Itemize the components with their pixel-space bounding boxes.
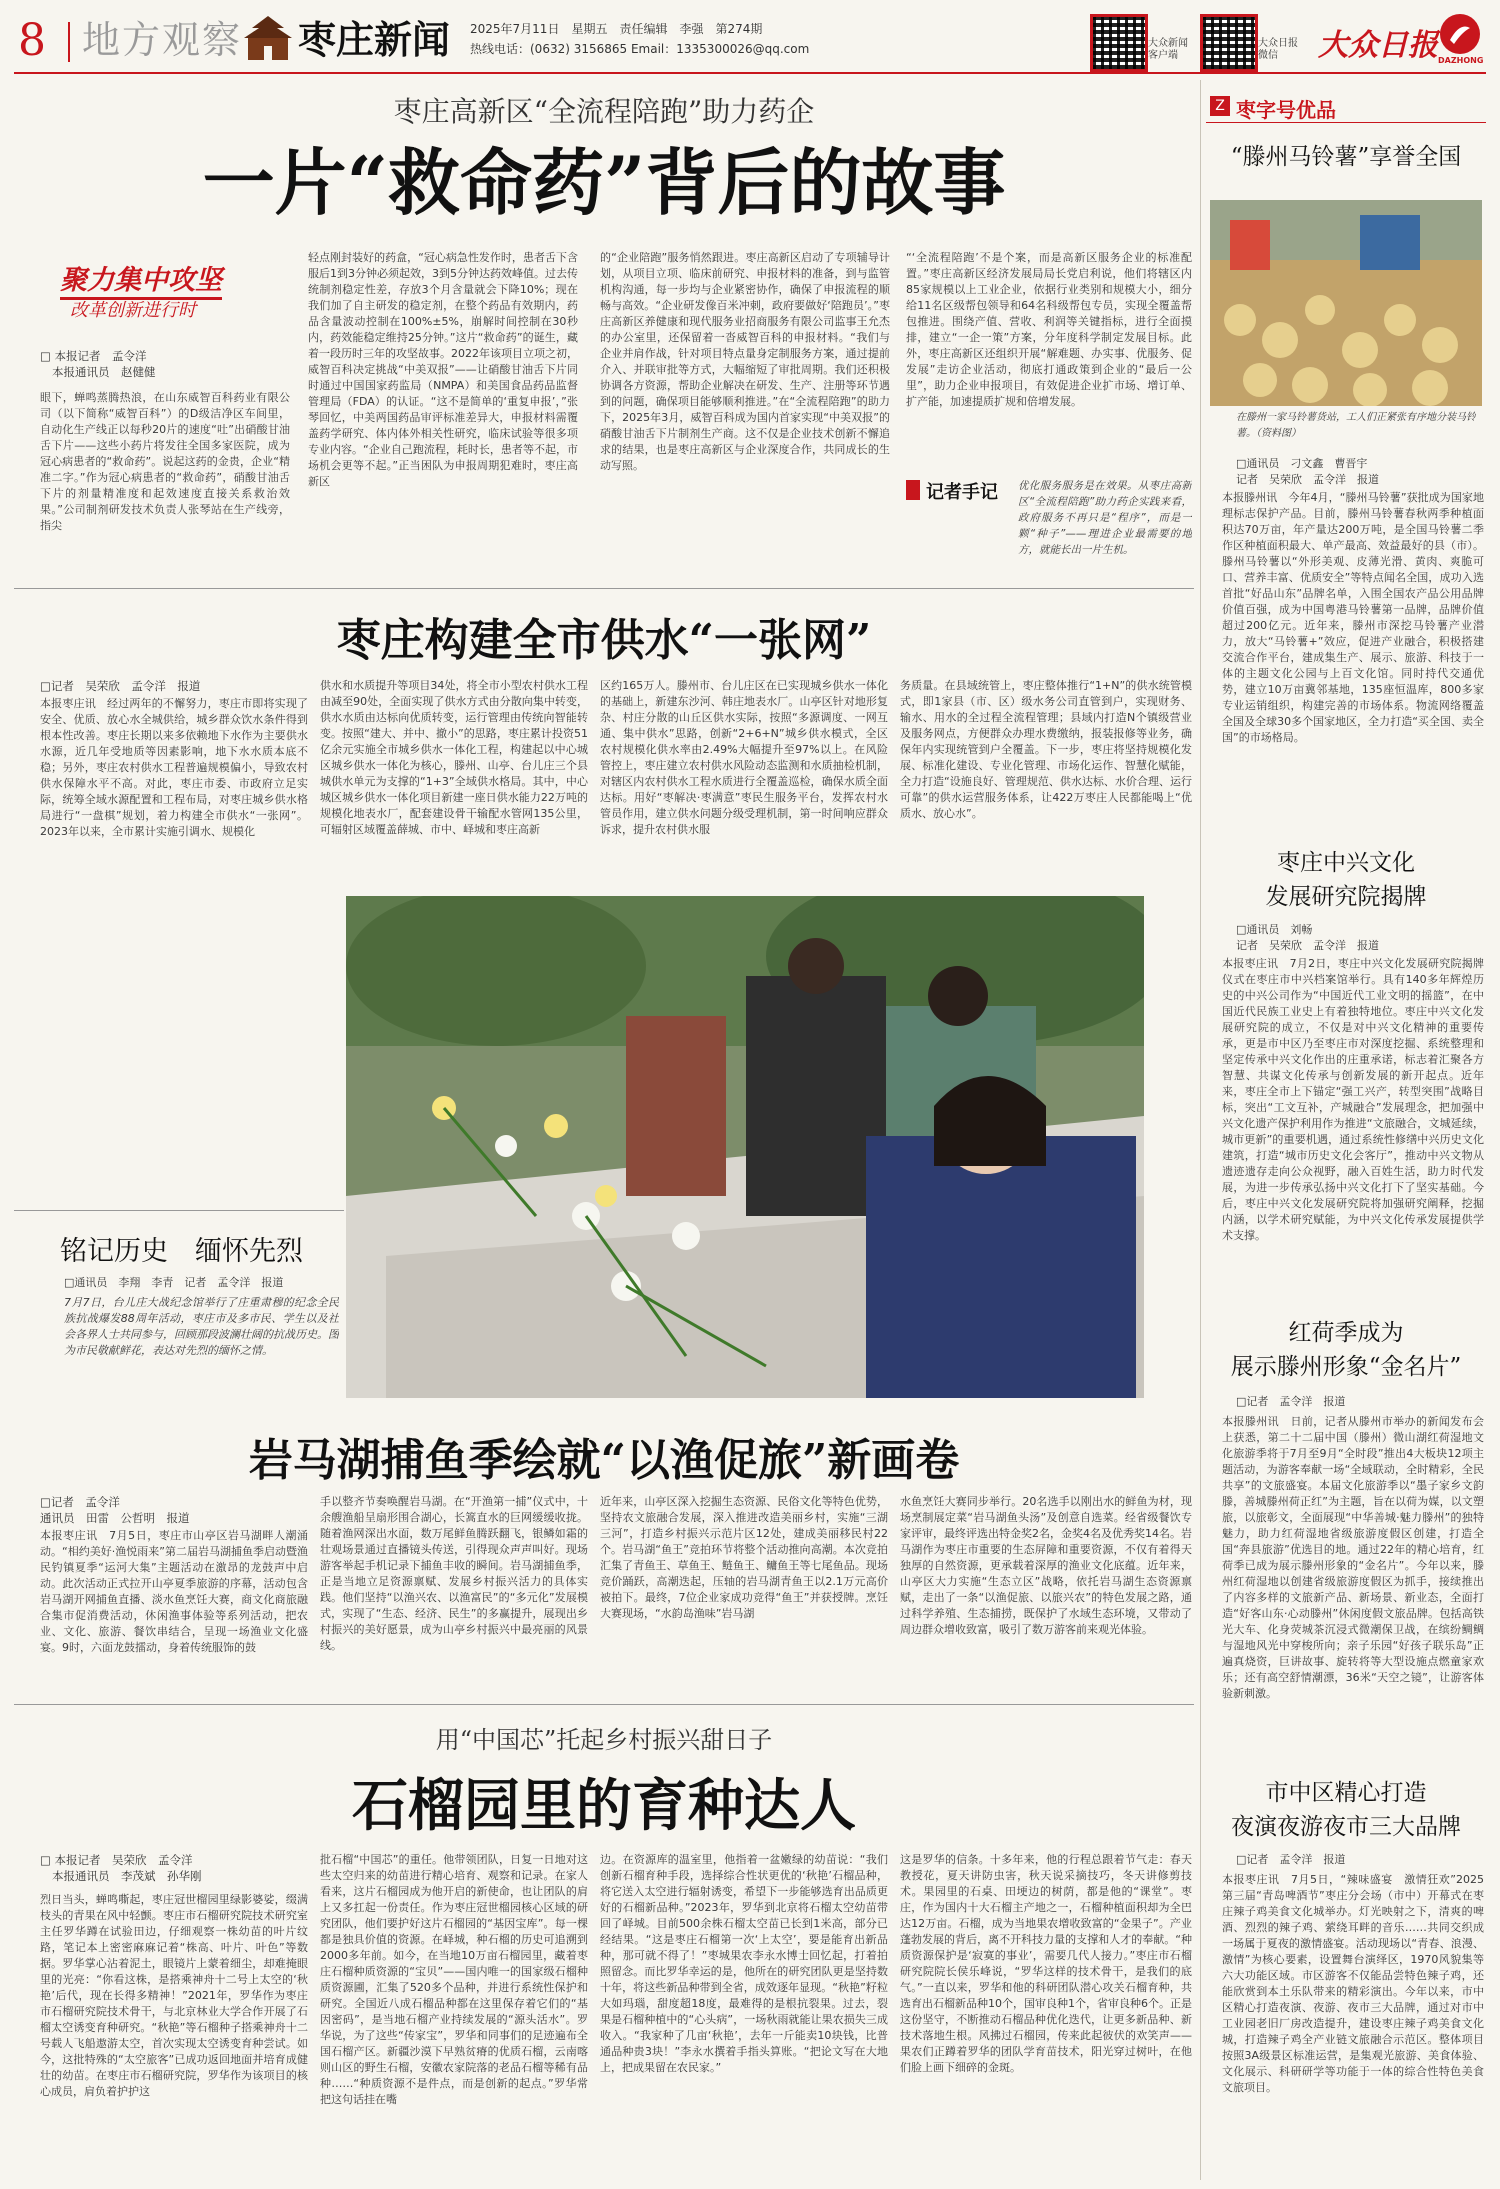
byline-line: □ 本报记者 孟令洋 xyxy=(40,349,147,363)
story2-col2: 供水和水质提升等项目34处，将全市小型农村供水工程由减至90处，全面实现了供水方式由分散向集中转变，供水水质由达标向优质转变，运行管理由传统向智能转变。按照“建大、并中、撤小”的思路，枣庄累计投资51亿余元实施全市城乡供水一体化工程，构建起以中心城区城乡供水一体化为核心，滕州、山亭、台儿庄三个县城供水单元为支撑的“1+3”全域供水格局。其中，中心城区城乡供水一体化项目新建一座日供水能力22万吨的规模化地表水厂，配套建设骨干输配水管网135公里，可辐射区域覆盖薛城、市中、峄城和枣庄高新 xyxy=(320,679,588,836)
sidebar-a2-byline xyxy=(1236,922,1486,954)
sidebar-a4-headline xyxy=(1206,1776,1486,1844)
sidebar-rule xyxy=(1206,122,1486,123)
brand-tag: 枣字号优品 xyxy=(1236,98,1336,122)
column-tag-sub: 改革创新进行时 xyxy=(70,300,196,321)
byline-line: 通讯员 田雷 公哲明 报道 xyxy=(40,1511,190,1525)
story4-col2: 手以整齐节奏唤醒岩马湖。在“开渔第一捕”仪式中，十余艘渔船呈扇形围合湖心，长篙直水的巨网缓缓收拢。随着渔网深出水面，数万尾鲜鱼腾跃翻飞，银鳞如霜的壮观场景通过直播镜头传送，引得现众声声叫好。现场游客举起手机记录下捕鱼丰收的瞬间。岩马湖捕鱼季，正是当地立足资源禀赋、发展乡村振兴活力的具体实践。他们坚持“以渔兴农、以渔富民”的“多元化”发展模式，实现了“生态、经济、民生”的多赢提升，展现出乡村振兴的美好愿景，成为山亭乡村振兴中最亮丽的风景线。 xyxy=(320,1495,588,1652)
story5-col1: 烈日当头，蝉鸣嘶起，枣庄冠世榴园里绿影婆娑，缀满枝头的青果在风中轻颤。枣庄市石榴研究院技术研究室主任罗华蹲在试验田边，仔细观察一株幼苗的叶片纹路，笔记本上密密麻麻记着“株高、叶片、叶色”等数据。罗华掌心沾着泥土，眼镜片上蒙着细尘，却难掩眼里的光亮：“你看这株，是搭乘神舟十二号上太空的‘秋艳’后代，现在长得多精神！”2021年，罗华作为枣庄市石榴研究院技术骨干，与北京林业大学合作开展了石榴太空诱变育种研究。“秋艳”等石榴种子搭乘神舟十二号载人飞船遨游太空，首次实现太空诱变育种尝试。如今，这批特殊的“太空旅客”已成功返回地面并培育成健壮的幼苗。在枣庄市石榴研究院，罗华作为该项目的核心成员，肩负着护护这 xyxy=(40,1893,308,2098)
story4-col4: 水鱼烹饪大赛同步举行。20名选手以刚出水的鲜鱼为材，现场烹制展定菜“岩马湖鱼头汤”及创意自选菜。经省级餐饮专家评审，最终评选出特金奖2名，金奖4名及优秀奖14名。岩马湖作为枣庄市重要的生态屏障和重要资源，不仅有着得天独厚的自然资源，更承载着深厚的渔业文化底蕴。近年来，山亭区大力实施“生态立区”战略，依托岩马湖生态资源禀赋，走出了一条“以渔促旅、以旅兴农”的特色发展之路，通过科学养殖、生态捕捞，既保护了水域生态环境，又带动了周边群众增收致富，吸引了数万游客前来观光体验。 xyxy=(900,1495,1192,1636)
note-text: 优化服务服务是在效果。从枣庄高新区“全流程陪跑”助力药企实践来看，政府服务不再只是“程序”，而是一颗“种子”——理进企业最需要的地方，就能长出一片生机。 xyxy=(1018,480,1192,556)
page-number: 8 xyxy=(18,15,46,66)
story2-col3: 区约165万人。滕州市、台儿庄区在已实现城乡供水一体化的基础上，新建东沙河、韩庄地表水厂。山亭区针对地形复杂、村庄分散的山丘区供水实际，按照“多源调度、一网互通、集中供水”思路，创新“2+6+N”城乡供水模式，全区农村规模化供水率由2.49%大幅提升至97%以上。在风险管控上，枣庄建立农村供水风险动态监测和水质抽检机制，对辖区内农村供水工程水质进行全覆盖巡检，确保水质全面达标。用好“枣解决·枣满意”枣民生服务平台，发挥农村水管员作用，建立供水问题分级受理机制，第一时间响应群众诉求，提升农村供水服 xyxy=(600,679,888,836)
story4-col1: 本报枣庄讯 7月5日，枣庄市山亭区岩马湖畔人潮涌动。“相约美好·渔悦雨来”第二届岩马湖捕鱼季启动暨渔民钓镇夏季“运河大集”主题活动在激昂的龙鼓声中启动。此次活动正式拉开山亭夏季旅游的序幕，活动包含岩马湖开网捕鱼直播、淡水鱼烹饪大赛，商文化商旅融合集市促消费活动，休闲渔事体验等系列活动，把农业、文化、旅游、餐饮串结合，呈现一场渔业文化盛宴。9时，六面龙鼓擂动，身着传统服饰的鼓 xyxy=(40,1529,308,1654)
qr-code-app[interactable] xyxy=(1090,14,1148,72)
story1-col3: 的“企业陪跑”服务悄然跟进。枣庄高新区启动了专项辅导计划，从项目立项、临床前研究、申报材料的准备，到与监管机构沟通，每一步均与企业紧密协作，确保了申报流程的顺畅与高效。“企业研发像百米冲刺，政府要做好‘陪跑员’。”枣庄高新区养健康和现代服务业招商服务有限公司监事王允杰的办公室里，还保留着一沓威智百科的申报材料。“我们与企业并肩作战，针对项目特点量身定制服务方案，通过提前介入、并联审批等方式，大幅缩短了审批周期。我们还积极协调各方资源，帮助企业解决在研发、生产、注册等环节遇到的问题，确保项目能够顺利推进。”在“全流程陪跑”的助力下，2025年3月，威智百科成为国内首家实现“中美双报”的硝酸甘油舌下片制剂生产商。这不仅是企业技术创新不懈追求的结果，也是枣庄高新区与企业深度合作，共同成长的生动写照。 xyxy=(600,251,890,472)
story2-headline: 枣庄构建全市供水“一张网” xyxy=(336,615,872,666)
story1-kicker: 枣庄高新区“全流程陪跑”助力药企 xyxy=(393,95,815,128)
headline-line: 红荷季成为 xyxy=(1288,1320,1404,1346)
headline-line: 市中区精心打造 xyxy=(1265,1780,1427,1806)
sidebar-a3-byline: □记者 孟令洋 报道 xyxy=(1236,1395,1346,1408)
brand-tag-icon: Z xyxy=(1210,96,1230,116)
sidebar-a2-headline xyxy=(1206,846,1486,914)
qr-code-wechat[interactable] xyxy=(1200,14,1258,72)
hotline: 热线电话：(0632) 3156865 Email：1335300026@qq.com xyxy=(470,42,810,56)
story1-col4: “‘全流程陪跑’不是个案，而是高新区服务企业的标准配置。”枣庄高新区经济发展局局长党启利说，他们将辖区内85家规模以上工业企业，依据行业类别和规模大小，细分给11名区级帮包领导和64名科级帮包专员，实现全覆盖帮包推进。围绕产值、营收、利润等关键指标，进行全面摸排，建立“一企一策”方案，分年度科学制定发展目标。此外，枣庄高新区还组织开展“解难题、办实事、优服务、促发展”走访企业活动，彻底打通政策到企业的“最后一公里”，助力企业申报项目，有效促进企业扩市场、增订单、扩产能，加速提质扩规和倍增发展。 xyxy=(906,251,1192,408)
headline-line: 发展研究院揭牌 xyxy=(1265,884,1427,910)
note-flag-icon xyxy=(906,480,920,500)
story5-kicker: 用“中国芯”托起乡村振兴甜日子 xyxy=(435,1726,773,1754)
story2-col1: 本报枣庄讯 经过两年的不懈努力，枣庄市即将实现了安全、优质、放心水全城供给，城乡群众饮水条件得到根本性改善。枣庄长期以来多依赖地下水作为主要供水水源，近几年受地质等因素影响，地下水水质本底不稳；另外，枣庄农村供水工程普遍规模偏小，导致农村供水保障水平不高。对此，枣庄市委、市政府立足实际，统筹全域水源配置和工程布局，对枣庄城乡供水格局进行“一盘棋”规划，着力构建全市供水“一张网”。2023年以来，全市累计实施引调水、规模化 xyxy=(40,697,308,838)
byline-line: 记者 吴荣欣 孟令洋 报道 xyxy=(1236,473,1379,486)
byline-line: 本报通讯员 李茂斌 孙华刚 xyxy=(52,1869,202,1883)
potato-caption: 在滕州一家马铃薯货站，工人们正紧张有序地分装马铃薯。（资料图） xyxy=(1236,412,1476,439)
story2-byline: □记者 吴荣欣 孟令洋 报道 xyxy=(40,679,201,693)
story5-headline: 石榴园里的育种达人 xyxy=(352,1773,856,1839)
story5-col4: 这是罗华的信条。十多年来，他的行程总跟着节气走：春天教授花，夏天讲防虫害，秋天说采摘技巧，冬天讲修剪技术。果园里的石桌、田埂边的树荫，都是他的“课堂”。枣庄，作为国内十大石榴主产地之一，石榴种植面积却为全巴达12万亩。石榴，成为当地果农增收致富的“金果子”。产业蓬勃发展的背后，离不开科技力量的支撑和人才的奉献。“种质资源保护是‘寂寞的事业’，需要几代人接力。”枣庄市石榴研究院院长侯乐峰说，“罗华这样的技术骨干，是我们的底气。”一直以来，罗华和他的科研团队潜心攻关石榴育种，共选育出石榴新品种10个，国审良种1个，省审良种6个。正是这份坚守，不断推动石榴品种优化迭代，让更多新品种、新技术落地生根。风拂过石榴园，传来此起彼伏的欢笑声——果农们正蹲着罗华的团队学育苗技术，阳光穿过树叶，在他们脸上画下细碎的金斑。 xyxy=(900,1853,1192,2074)
brand-logo-text: 大众日报 xyxy=(1318,28,1438,63)
local-news-title: 枣庄新闻 xyxy=(298,17,451,62)
story3-text: 7月7日，台儿庄大战纪念馆举行了庄重肃穆的纪念全民族抗战爆发88周年活动，枣庄市及多市民、学生以及社会各界人士共同参与，回顾那段波澜壮阔的抗战历史。图为市民敬献鲜花，表达对先烈的缅怀之情。 xyxy=(64,1296,339,1357)
story4-col3: 近年来，山亭区深入挖掘生态资源、民俗文化等特色优势，坚持农文旅融合发展，深入推进改造美丽乡村，实施“三湖三河”，打造乡村振兴示范片区12处，建成美丽移民村22个。岩马湖“鱼王”竞拍环节将整个活动推向高潮。本次竞拍汇集了青鱼王、草鱼王、鲢鱼王、鳙鱼王等七尾鱼品。现场竞价踊跃，高潮迭起，压轴的岩马湖青鱼王以2.1万元高价被拍下。最终，7位企业家成功竞得“鱼王”并获授牌。烹饪大赛现场，“水韵岛渔味”岩马湖 xyxy=(600,1495,888,1620)
byline-line: □记者 孟令洋 xyxy=(40,1495,120,1509)
note-title: 记者手记 xyxy=(926,482,998,503)
sidebar-a3-headline xyxy=(1206,1316,1486,1384)
divider xyxy=(68,22,70,62)
byline-line: □通讯员 刘畅 xyxy=(1236,923,1313,936)
sidebar-a1-byline xyxy=(1236,456,1486,488)
sidebar-a4-byline: □记者 孟令洋 报道 xyxy=(1236,1853,1346,1866)
potato-photo xyxy=(1210,200,1482,406)
column-divider xyxy=(1200,80,1201,2180)
sidebar-a1-text: 本报滕州讯 今年4月，“滕州马铃薯”获批成为国家地理标志保护产品。目前，滕州马铃薯春秋两季种植面积达70万亩，年产量达200万吨，是全国马铃薯二季作区种植面积最大、单产最高、效益最好的县（市）。滕州马铃薯以“外形美观、皮薄光滑、黄肉、爽脆可口、营养丰富、优质安全”等特点闻名全国，成功入选首批“好品山东”品牌名单，入围全国农产品公用品牌价值百强，成为中国粤港马铃薯第一品牌，品牌价值超过200亿元。近年来，滕州市深挖马铃薯产业潜力，放大“马铃薯+”效应，促进产业融合，积极搭建交流合作平台，建成集生产、展示、旅游、科技于一体的主题文化公园与上百文化馆。同时持代交通优势，建立10万亩冀邻基地，135座恒温库，800多家专业运销组织，构建完善的市场体系。物流网络覆盖全国及全球30多个国家地区，全力打造“买全国、卖全国”的市场格局。 xyxy=(1222,491,1484,744)
byline-line: 本报通讯员 赵健健 xyxy=(52,365,156,379)
brand-logo-icon xyxy=(1440,14,1480,54)
story4-byline xyxy=(40,1494,310,1526)
date-line: 2025年7月11日 星期五 责任编辑 李强 第274期 xyxy=(470,22,763,36)
memorial-photo xyxy=(346,896,1144,1398)
story5-col3: 边。在资源库的温室里，他指着一盆嫩绿的幼苗说：“我们创新石榴育种手段，选择综合性状更优的‘秋艳’石榴品种，将它送入太空进行辐射诱变，希望下一步能够选育出品质更好的石榴新品种。”2023年，罗华到北京将石榴太空幼苗带回了峄城。目前500余株石榴太空苗已长到1米高，部分已经结果。“这是枣庄石榴第一次‘上太空’，要是能育出新品种，那可就不得了！”枣城果农李永水博士回忆起，打着拍照留念。而比罗华幸运的是，他所在的研究团队更是坚持数十年，将这些新品种带到全省，成效逐年显现。“秋艳”籽粒大如玛瑙，甜度超18度，最难得的是根抗裂果。过去，裂果是石榴种植中的“心头病”，一场秋雨就能让果农损失三成收入。“我家种了几亩‘秋艳’，去年一斤能卖10块钱，比普通品种贵3块！”李永水撰着手指头算账。“把论文写在大地上，把成果留在农民家。” xyxy=(600,1853,888,2074)
story4-headline: 岩马湖捕鱼季绘就“以渔促旅”新画卷 xyxy=(248,1435,960,1486)
sidebar-a1-headline: “滕州马铃薯”享誉全国 xyxy=(1230,144,1462,170)
story1-headline: 一片“救命药”背后的故事 xyxy=(202,140,1006,225)
qr-label-app: 大众新闻客户端 xyxy=(1148,38,1188,61)
story2-col4: 务质量。在县域统管上，枣庄整体推行“1+N”的供水统管模式，即1家县（市、区）级水务公司直管到户，实现财务、输水、用水的全过程全流程管理；县域内打造N个镇级营业及服务网点，方便群众办理水费缴纳，报装报修等业务，确保年内实现统管到户全覆盖。下一步，枣庄将坚持规模化发展、标准化建设、专业化管理、市场化运作、智慧化赋能，全力打造“设施良好、管理规范、供水达标、水价合理、运行可靠”的供水运营服务体系，让422万枣庄人民都能喝上“优质水、放心水”。 xyxy=(900,679,1192,820)
story3-headline: 铭记历史 缅怀先烈 xyxy=(60,1236,303,1267)
section-rule xyxy=(14,1704,1194,1705)
sidebar-a4-text: 本报枣庄讯 7月5日，“辣味盛宴 激情狂欢”2025第三届“青岛啤酒节”枣庄分会场（市中）开幕式在枣庄辣子鸡美食文化城举办。灯光映射之下，清爽的啤酒、烈烈的辣子鸡、萦绕耳畔的音乐……共同交织成一场属于夏夜的激情盛宴。活动现场以“青春、浪漫、激情”为核心要素，设置舞台演绎区，1970风貌集等六大功能区域。市区游客不仅能品尝特色辣子鸡，还能欣赏到本土乐队带来的精彩演出。今年以来，市中区精心打造夜演、夜游、夜市三大品牌，通过对市中工业园老旧厂房改造提升，建设枣庄辣子鸡美食文化城，打造辣子鸡全产业链文旅融合示范区。整体项目按照3A级景区标准运营，是集观光旅游、美食体验、文化展示、科研研学等功能于一体的综合性特色美食文旅项目。 xyxy=(1222,1873,1484,2094)
story1-col2: 轻点刚封装好的药盒，“冠心病急性发作时，患者舌下含服后1到3分钟必须起效，3到5分钟达药效峰值。过去传统制剂稳定性差，存放3个月含量就会下降10%；现在我们加了自主研发的稳定剂，在整个药品有效期内，药品含量波动控制在100%±5%，崩解时间控制在30秒内，药效能稳定维持25分钟。”这片“救命药”的诞生，藏着一段历时三年的攻坚故事。2022年该项目立项之初，威智百科决定挑战“中美双报”——让硝酸甘油舌下片同时通过中国国家药监局（NMPA）和美国食品药品监督管理局（FDA）的认证。“这不是简单的‘重复申报’，”张琴回忆，中美两国药品审评标准差异大，申报材料需覆盖药学研究、体内体外相关性研究，临床试验等很多项专业内容。“企业自己跑流程，耗时长，患者等不起，市场机会更等不起。”正当困队为申报周期犯难时，枣庄高新区 xyxy=(308,251,578,488)
masthead-rule xyxy=(14,72,1486,74)
headline-line: 夜演夜游夜市三大品牌 xyxy=(1231,1814,1461,1840)
column-tag: 聚力集中攻坚 xyxy=(60,258,222,300)
story1-byline xyxy=(40,348,290,380)
byline-line: □通讯员 刁文鑫 曹晋宇 xyxy=(1236,457,1368,470)
byline-line: □ 本报记者 吴荣欣 孟令洋 xyxy=(40,1853,193,1867)
story3-box xyxy=(14,1210,344,1405)
sidebar-a3-text: 本报滕州讯 日前，记者从滕州市举办的新闻发布会上获悉，第二十二届中国（滕州）微山湖红荷湿地文化旅游季将于7月至9月“全时段”推出4大板块12项主题活动，为游客奉献一场“全域联动，全时精彩，全民共享”的文旅盛宴。本届文化旅游季以“墨子家乡文韵滕，善城滕州荷正红”为主题，旨在以荷为媒，以文塑旅，以旅彰文，全面展现“中华善城·魅力滕州”的独特魅力，助力红荷湿地省级旅游度假区创建，打造全国“奔县旅游”优选目的地。通过22年的精心培育，红荷季已成为展示滕州形象的“金名片”。今年以来，滕州红荷湿地以创建省级旅游度假区为抓手，接续推出了内容多样的文旅新产品、新场景、新业态，全面打造“好客山东·心动滕州”休闲度假文旅品牌。包括高铁光大车、化身荧城茶沉浸式微潮保卫战，在缤纷鲷鲷与湿地风光中穿梭所向；亲子乐园“好孩子联乐岛”正遍真烧资，巨讲故事、旋转将等大型设施点燃童家欢乐；还有高空舒情潮漂，36米“天空之镜”，让游客体验新刺激。 xyxy=(1222,1415,1484,1700)
story5-byline xyxy=(40,1852,310,1884)
city-gate-icon xyxy=(242,12,294,64)
headline-line: 展示滕州形象“金名片” xyxy=(1230,1354,1462,1380)
headline-line: 枣庄中兴文化 xyxy=(1277,850,1415,876)
section-rule xyxy=(14,588,1194,589)
qr-label-wechat: 大众日报微信 xyxy=(1258,38,1298,61)
byline-line: 记者 吴荣欣 孟令洋 报道 xyxy=(1236,939,1379,952)
sidebar-a2-text: 本报枣庄讯 7月2日，枣庄中兴文化发展研究院揭牌仪式在枣庄市中兴档案馆举行。具有140多年辉煌历史的中兴公司作为“中国近代工业文明的摇篮”，在中国近代民族工业史上有着独特地位。枣庄中兴文化发展研究院的成立，不仅是对中兴文化精神的重要传承，更是市中区乃至枣庄市对深度挖掘、系统整理和坚定传承中兴文化作出的庄重承诺，标志着汇聚各方智慧、共谋文化传承与创新发展的新开起点。近年来，枣庄全市上下锚定“强工兴产，转型突围”战略目标，突出“工文互补，产城融合”发展理念，把加强中兴文化遗产保护利用作为推进“文旅融合，文城延续，城市更新”的重要机遇，通过系统性修缮中兴历史文化建筑，打造“城市历史文化会客厅”，推动中兴文物从遗迹遗存走向公众视野，融入百姓生活，助力时代发展，为进一步传承弘扬中兴文化打下了坚实基础。今后，枣庄中兴文化发展研究院将加强研究阐释，挖掘内涵，以学术研究赋能，为中兴文化传承发展提供学术支撑。 xyxy=(1222,957,1484,1242)
story5-col2: 批石榴“中国芯”的重任。他带领团队，日复一日地对这些太空归来的幼苗进行精心培育、观察和记录。在家人看来，这片石榴园成为他开启的新使命，也让团队的肩上又多扛起一份责任。作为枣庄冠世榴园核心区域的研究团队，他们要护好这片石榴园的“基因宝库”。每一棵都是独具价值的资源。在峄城，种石榴的历史可追溯到2000多年前。如今，在当地10万亩石榴园里，藏着枣庄石榴种质资源的“宝贝”——国内唯一的国家级石榴种质资源圃，汇集了520多个品种，并进行系统性保护和研究。全国近八成石榴品种都在这里保存着它们的“基因密码”，是当地石榴产业持续发展的“源头活水”。罗华说，为了这些“传家宝”，罗华和同事们的足迹遍布全国石榴产区。新疆沙漠下早熟贫瘠的优质石榴，云南喀则山区的野生石榴，安徽农家院落的老品石榴等稀有品种……“种质资源不是件点，而是创新的起点。”罗华常把这句话挂在嘴 xyxy=(320,1853,588,2106)
brand-logo-sub: DAZHONG xyxy=(1438,56,1484,65)
reporter-note xyxy=(906,478,1192,570)
story1-col1: 眼下，蝉鸣蒸腾热浪，在山东威智百科药业有限公司（以下简称“威智百科”）的D级洁净区车间里，自动化生产线正以每秒20片的速度“吐”出硝酸甘油舌下片——这些小药片将发往全国多家医院，成为冠心病患者的“救命药”。说起这药的金贵，企业“精准二字。”作为冠心病患者的“救命药”，硝酸甘油舌下片的剂量精准度和起效速度直接关系救治效果。”公司制剂研发技术负责人张琴站在生产线旁，指尖 xyxy=(40,391,290,532)
section-title: 地方观察 xyxy=(82,18,243,62)
story3-byline: □通讯员 李翔 李青 记者 孟令洋 报道 xyxy=(64,1276,284,1289)
